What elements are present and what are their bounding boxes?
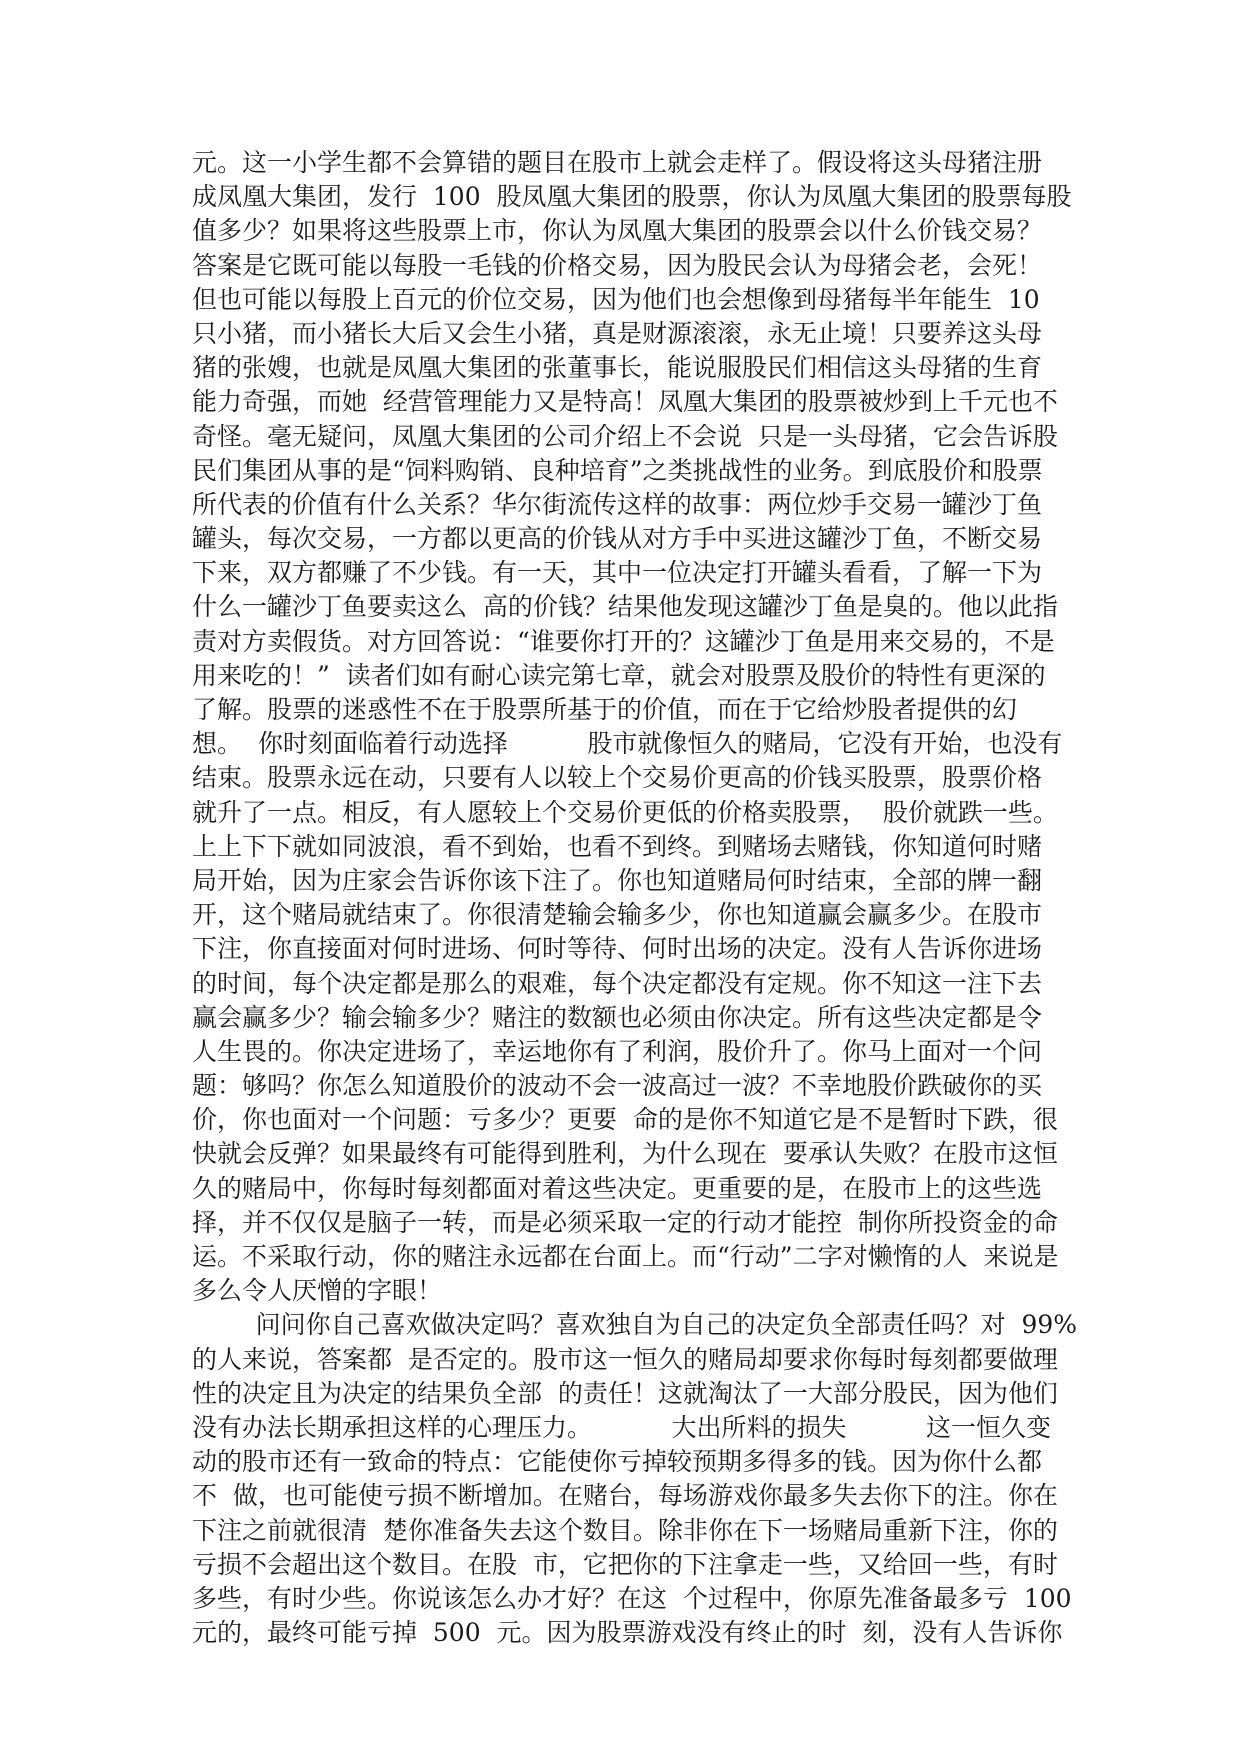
text-line: 答案是它既可能以每股一毛钱的价格交易，因为股民会认为母猪会老，会死！ [192, 250, 1043, 280]
text-line: 元的，最终可能亏掉 500 元。因为股票游戏没有终止的时 刻，没有人告诉你 [192, 1618, 1063, 1648]
text-line: 动的股市还有一致命的特点：它能使你亏掉较预期多得多的钱。因为你什么都 [192, 1447, 1043, 1477]
body-text [192, 146, 1078, 1650]
text-line: 择，并不仅仅是脑子一转，而是必须采取一定的行动才能控 制你所投资金的命 [192, 1207, 1058, 1237]
text-line: 成凤凰大集团，发行 100 股凤凰大集团的股票，你认为凤凰大集团的股票每股 [192, 182, 1072, 212]
text-line: 责对方卖假货。对方回答说：“谁要你打开的？这罐沙丁鱼是用来交易的，不是 [192, 626, 1055, 656]
text-line: 了解。股票的迷惑性不在于股票所基于的价值，而在于它给炒股者提供的幻 [192, 695, 1018, 724]
text-line: 快就会反弹？如果最终有可能得到胜利，为什么现在 要承认失败？在股市这恒 [192, 1139, 1058, 1169]
text-line: 能力奇强，而她 经营管理能力又是特高！凤凰大集团的股票被炒到上千元也不 [192, 387, 1058, 417]
text-line: 题：够吗？你怎么知道股价的波动不会一波高过一波？不幸地股价跌破你的买 [192, 1071, 1043, 1101]
text-line: 结束。股票永远在动，只要有人以较上个交易价更高的价钱买股票，股票价格 [192, 763, 1043, 793]
text-line: 什么一罐沙丁鱼要卖这么 高的价钱？结果他发现这罐沙丁鱼是臭的。他以此指 [192, 592, 1058, 622]
text-line: 亏损不会超出这个数目。在股 市，它把你的下注拿走一些，又给回一些，有时 [192, 1549, 1058, 1579]
text-line: 民们集团从事的是“饲料购销、良种培育”之类挑战性的业务。到底股价和股票 [192, 455, 1043, 485]
text-line: 不 做，也可能使亏损不断增加。在赌台，每场游戏你最多失去你下的注。你在 [192, 1481, 1058, 1511]
text-line: 上上下下就如同波浪，看不到始，也看不到终。到赌场去赌钱，你知道何时赌 [192, 831, 1043, 861]
text-line: 元。这一小学生都不会算错的题目在股市上就会走样了。假设将这头母猪注册 [192, 148, 1043, 177]
text-line: 下注之前就很清 楚你准备失去这个数目。除非你在下一场赌局重新下注，你的 [192, 1515, 1058, 1545]
text-line: 开，这个赌局就结束了。你很清楚输会输多少，你也知道赢会赢多少。在股市 [192, 900, 1043, 930]
text-line: 想。 你时刻面临着行动选择 股市就像恒久的赌局，它没有开始，也没有 [192, 729, 1063, 759]
text-line: 运。不采取行动，你的赌注永远都在台面上。而“行动”二字对懒惰的人 来说是 [192, 1242, 1059, 1271]
text-line: 猪的张嫂，也就是凤凰大集团的张董事长，能说服股民们相信这头母猪的生育 [192, 353, 1043, 383]
text-line: 多些，有时少些。你说该怎么办才好？在这 个过程中，你原先准备最多亏 100 [192, 1583, 1072, 1613]
text-line: 局开始，因为庄家会告诉你该下注了。你也知道赌局何时结束，全部的牌一翻 [192, 865, 1043, 895]
text-line: 所代表的价值有什么关系？华尔街流传这样的故事：两位炒手交易一罐沙丁鱼 [192, 489, 1043, 519]
text-line: 赢会赢多少？输会输多少？赌注的数额也必须由你决定。所有这些决定都是令 [192, 1002, 1043, 1032]
text-line: 但也可能以每股上百元的价位交易，因为他们也会想像到母猪每半年能生 10 [192, 284, 1040, 314]
text-line: 价，你也面对一个问题：亏多少？更要 命的是你不知道它是不是暂时下跌，很 [192, 1105, 1058, 1135]
text-line: 用来吃的！” 读者们如有耐心读完第七章，就会对股票及股价的特性有更深的 [192, 660, 1046, 690]
text-line: 没有办法长期承担这样的心理压力。 大出所料的损失 这一恒久变 [192, 1412, 1051, 1442]
text-line: 的人来说，答案都 是否定的。股市这一恒久的赌局却要求你每时每刻都要做理 [192, 1344, 1058, 1374]
text-line: 就升了一点。相反，有人愿较上个交易价更低的价格卖股票， 股价就跌一些。 [192, 797, 1058, 827]
text-line: 多么令人厌憎的字眼！ [192, 1276, 443, 1306]
text-line: 值多少？如果将这些股票上市，你认为凤凰大集团的股票会以什么价钱交易？ [192, 216, 1043, 246]
text-line: 下来，双方都赚了不少钱。有一天，其中一位决定打开罐头看看，了解一下为 [192, 558, 1043, 588]
text-line: 问问你自己喜欢做决定吗？喜欢独自为自己的决定负全部责任吗？对 99% [192, 1310, 1078, 1340]
text-line: 只小猪，而小猪长大后又会生小猪，真是财源滚滚，永无止境！只要养这头母 [192, 318, 1043, 348]
text-line: 人生畏的。你决定进场了，幸运地你有了利润，股价升了。你马上面对一个问 [192, 1036, 1043, 1066]
text-line: 的时间，每个决定都是那么的艰难，每个决定都没有定规。你不知这一注下去 [192, 968, 1043, 998]
text-line: 奇怪。毫无疑问，凤凰大集团的公司介绍上不会说 只是一头母猪，它会告诉股 [192, 421, 1058, 451]
text-line: 久的赌局中，你每时每刻都面对着这些决定。更重要的是，在股市上的这些选 [192, 1173, 1043, 1203]
text-line: 罐头，每次交易，一方都以更高的价钱从对方手中买进这罐沙丁鱼，不断交易 [192, 524, 1043, 554]
text-line: 下注，你直接面对何时进场、何时等待、何时出场的决定。没有人告诉你进场 [192, 934, 1043, 964]
text-line: 性的决定且为决定的结果负全部 的责任！这就淘汰了一大部分股民，因为他们 [192, 1378, 1058, 1408]
